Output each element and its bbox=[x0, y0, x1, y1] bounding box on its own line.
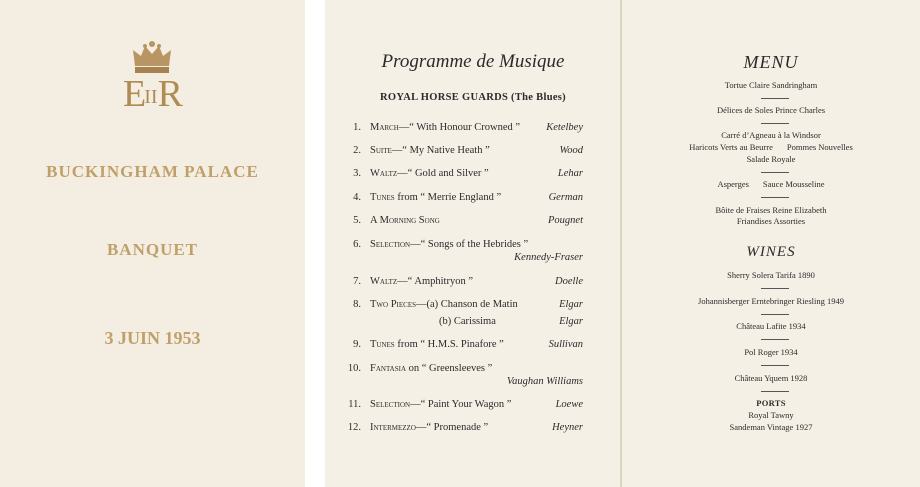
divider bbox=[761, 391, 789, 392]
menu-course: Tortue Claire Sandringham bbox=[724, 80, 818, 90]
menu-course: Délices de Soles Prince Charles bbox=[716, 105, 826, 115]
divider bbox=[761, 172, 789, 173]
music-item: 1. March—“ With Honour Crowned ” Ketelbey bbox=[353, 122, 583, 133]
music-item: 4. Tunes from “ Merrie England ” German bbox=[353, 192, 583, 203]
music-title: Programme de Musique bbox=[381, 51, 565, 72]
divider bbox=[761, 98, 789, 99]
music-item: 3. Waltz—“ Gold and Silver ” Lehar bbox=[353, 168, 583, 179]
divider bbox=[761, 314, 789, 315]
ports-title: PORTS bbox=[756, 398, 786, 408]
music-item: 9. Tunes from “ H.M.S. Pinafore ” Sullivan bbox=[353, 339, 583, 350]
wine-item: Sherry Solera Tarifa 1890 bbox=[727, 270, 815, 280]
cover-panel bbox=[0, 0, 305, 487]
royal-cypher: EIIR bbox=[123, 73, 181, 115]
port-item: Sandeman Vintage 1927 bbox=[729, 422, 813, 432]
music-item: 5. A Morning Song Pougnet bbox=[353, 215, 583, 226]
crown-icon bbox=[131, 40, 173, 76]
menu-title: MENU bbox=[743, 52, 799, 72]
divider bbox=[761, 365, 789, 366]
menu-course: Friandises Assorties bbox=[736, 216, 806, 226]
menu-course: Haricots Verts au Beurre Pommes Nouvelles bbox=[689, 142, 853, 152]
divider bbox=[761, 288, 789, 289]
music-item: 11. Selection—“ Paint Your Wagon ” Loewe bbox=[348, 399, 583, 410]
music-item: 2. Suite—“ My Native Heath ” Wood bbox=[353, 145, 583, 156]
menu-course: Carré d’Agneau à la Windsor bbox=[721, 130, 821, 140]
divider bbox=[761, 339, 789, 340]
music-item: 6. Selection—“ Songs of the Hebrides ” bbox=[353, 239, 529, 250]
menu-course: Salade Royale bbox=[746, 154, 796, 164]
menu-course: Asperges Sauce Mousseline bbox=[717, 179, 825, 189]
divider bbox=[761, 197, 789, 198]
music-item: 12. Intermezzo—“ Promenade ” Heyner bbox=[347, 422, 583, 433]
band-name: ROYAL HORSE GUARDS (The Blues) bbox=[380, 92, 566, 103]
wine-item: Château Yquem 1928 bbox=[734, 373, 808, 383]
cover-venue: BUCKINGHAM PALACE bbox=[46, 162, 259, 181]
wine-item: Johannisberger Erntebringer Riesling 1949 bbox=[698, 296, 844, 306]
menu-wines-panel bbox=[622, 0, 920, 487]
cover-date: 3 JUIN 1953 bbox=[104, 328, 201, 348]
music-item: 8. Two Pieces—(a) Chanson de Matin Elgar bbox=[353, 299, 583, 310]
music-item: (b) Carissima Elgar bbox=[439, 316, 583, 327]
port-item: Royal Tawny bbox=[748, 410, 794, 420]
cover-event: BANQUET bbox=[106, 240, 199, 259]
wine-item: Château Lafite 1934 bbox=[736, 321, 806, 331]
music-item-composer: Kennedy-Fraser bbox=[514, 252, 583, 263]
menu-course: Bôite de Fraises Reine Elizabeth bbox=[715, 205, 827, 215]
divider bbox=[761, 123, 789, 124]
wines-title: WINES bbox=[746, 244, 796, 260]
music-item-composer: Vaughan Williams bbox=[506, 376, 583, 387]
music-item: 10. Fantasia on “ Greensleeves ” bbox=[347, 363, 493, 374]
music-programme-panel bbox=[325, 0, 621, 487]
wine-item: Pol Roger 1934 bbox=[744, 347, 798, 357]
music-item: 7. Waltz—“ Amphitryon ” Doelle bbox=[353, 276, 583, 287]
